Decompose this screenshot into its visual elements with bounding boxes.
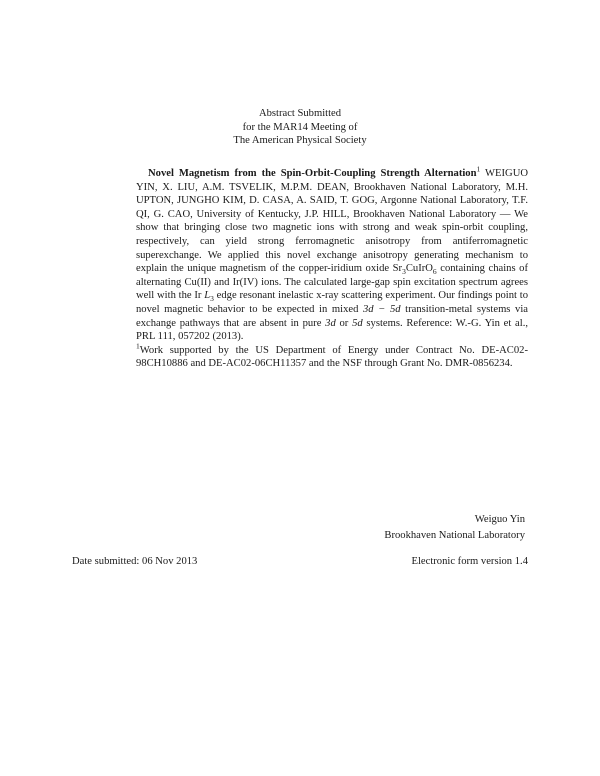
signature-block	[384, 512, 525, 544]
header-line-3: The American Physical Society	[233, 135, 367, 147]
pure-5d: 5d	[352, 317, 363, 329]
submission-header	[0, 107, 600, 148]
edge-symbol: L	[204, 290, 211, 302]
body-or: or	[335, 317, 353, 329]
pure-3d: 3d	[325, 317, 336, 329]
edge-sub: 3	[210, 294, 214, 304]
form-version: Electronic form version 1.4	[411, 556, 528, 567]
footnote-mark: 1	[136, 341, 140, 351]
header-line-2: for the MAR14 Meeting of	[242, 121, 358, 133]
formula-sub-2: 6	[432, 267, 437, 277]
separator-dash: —	[496, 208, 515, 220]
author-list: WEIGUO YIN, X. LIU, A.M. TSVELIK, M.P.M. DEAN, Brookhaven National Laboratory, M.H. UPTON, JUNGHO KIM, D. CASA, A. SAID, T. GOG, Argonne National Laboratory, T.F. QI, G. CAO, University of Kentucky, J.P. HILL, Brookhaven National Laboratory	[136, 168, 528, 220]
abstract-body-5: systems. Reference: W.-G. Yin et al., PRL 111, 057202 (2013).	[136, 317, 528, 343]
abstract-block	[136, 164, 529, 371]
funding-footnote	[136, 341, 528, 371]
abstract-body-1: We show that bringing close two magnetic ions with strong and weak spin-orbit coupling, respectively, can yield strong ferromagnetic anisotropy from antiferromagnetic superexchange. We applied this novel exchange anisotropy generating mechanism to explain the unique magnetism of the copper-iridium oxide Sr	[136, 208, 528, 275]
mixed-formula: 3d − 5d	[362, 303, 401, 315]
formula-mid: CuIrO	[405, 263, 433, 275]
abstract-title: Novel Magnetism from the Spin-Orbit-Coupling Strength Alternation	[148, 168, 477, 179]
abstract-body-4: transition-metal systems via exchange pathways that are absent in pure	[136, 303, 528, 329]
footnote-text: Work supported by the US Department of Energy under Contract No. DE-AC02-98CH10886 and DE-AC02-06CH11357 and the NSF through Grant No. DMR-0856234.	[136, 344, 528, 370]
abstract-body-3: edge resonant inelastic x-ray scattering experiment. Our findings point to novel magnetic behavior to be expected in mixed	[136, 290, 529, 315]
signature-name: Weiguo Yin	[474, 514, 525, 525]
header-line-1: Abstract Submitted	[258, 108, 342, 119]
signature-affiliation: Brookhaven National Laboratory	[384, 530, 525, 541]
title-footnote-mark: 1	[476, 164, 481, 174]
abstract-body-2: containing chains of alternating Cu(II) and Ir(IV) ions. The calculated large-gap spin excitation spectrum agrees well with the Ir	[136, 263, 528, 302]
date-submitted: Date submitted: 06 Nov 2013	[72, 556, 198, 567]
abstract-paragraph	[136, 164, 529, 344]
formula-sub-1: 3	[402, 267, 406, 277]
